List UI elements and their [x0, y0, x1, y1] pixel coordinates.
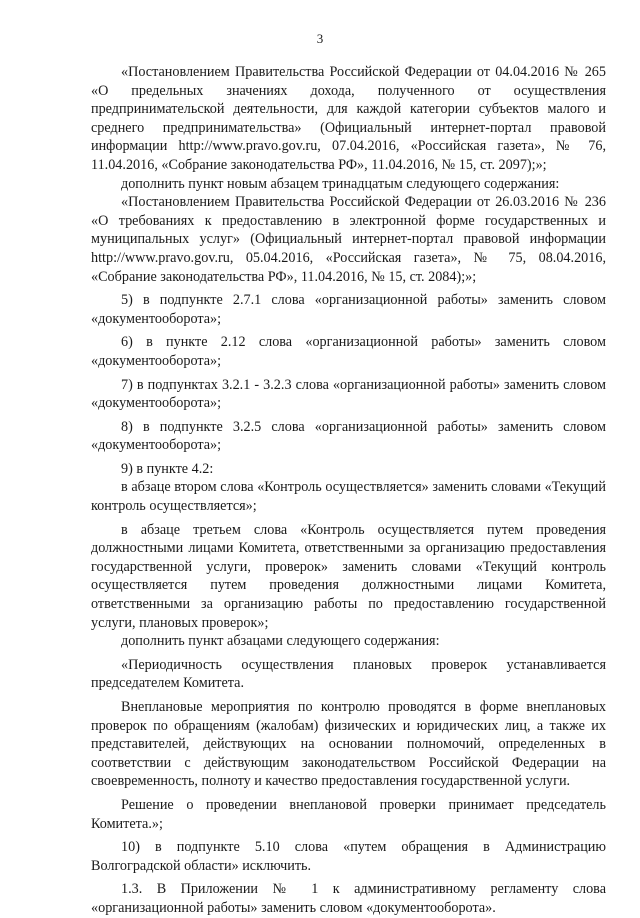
paragraph-16-item-1-3: 1.3. В Приложении № 1 к административному регламенту слова «организационной работы» заменить словом «документооборота».	[91, 881, 606, 916]
paragraph-5-item-6: 6) в пункте 2.12 слова «организационной работы» заменить словом «документооборота»;	[91, 334, 606, 369]
paragraph-3-decree-236: «Постановлением Правительства Российской Федерации от 26.03.2016 № 236 «О требованиях к предоставлению в электронной форме государственных и муниципальных услуг» (Официальный интернет-портал правовой информации http://www.pravo.gov.ru, 05.04.2016, «Российская газета», № 75, 08.04.2016, «Собрание законодательства РФ», 11.04.2016, № 15, ст. 2084);»;	[91, 194, 606, 285]
paragraph-1-decree-265: «Постановлением Правительства Российской Федерации от 04.04.2016 № 265 «О предельных значениях дохода, полученного от осуществления предпринимательской деятельности, для каждой категории субъектов малого и среднего предпринимательства» (Официальный интернет-портал правовой информации http://www.pravo.gov.ru, 07.04.2016, «Российская газета», № 76, 11.04.2016, «Собрание законодательства РФ», 11.04.2016, № 15, ст. 2097);»;	[91, 64, 606, 173]
paragraph-14-decision: Решение о проведении внеплановой проверки принимает председатель Комитета.»;	[91, 796, 606, 832]
paragraph-15-item-10: 10) в подпункте 5.10 слова «путем обращения в Администрацию Волгоградской области» исключить.	[91, 839, 606, 874]
paragraph-9-second-abzats: в абзаце втором слова «Контроль осуществляется» заменить словами «Текущий контроль осуществляется»;	[91, 479, 606, 515]
paragraph-4-item-5: 5) в подпункте 2.7.1 слова «организационной работы» заменить словом «документооборота»;	[91, 292, 606, 327]
paragraph-8-item-9: 9) в пункте 4.2:	[121, 460, 214, 477]
paragraph-7-item-8: 8) в подпункте 3.2.5 слова «организационной работы» заменить словом «документооборота»;	[91, 418, 606, 454]
paragraph-2-add-13th-clause: дополнить пункт новым абзацем тринадцатым следующего содержания:	[121, 175, 560, 192]
document-body	[91, 63, 606, 918]
paragraph-11-add-abzats: дополнить пункт абзацами следующего содержания:	[121, 633, 440, 650]
paragraph-6-item-7: 7) в подпунктах 3.2.1 - 3.2.3 слова «организационной работы» заменить словом «документооборота»;	[91, 376, 606, 412]
paragraph-12-periodicity: «Периодичность осуществления плановых проверок устанавливается председателем Комитета.	[91, 656, 606, 692]
page-number: 3	[316, 31, 324, 46]
paragraph-13-unscheduled-checks: Внеплановые мероприятия по контролю проводятся в форме внеплановых проверок по обращениям (жалобам) физических и юридических лиц, а также их представителей, действующих на основании полномочий, определенных в соответствии с действующим законодательством Российской Федерации на своевременность, полноту и качество предоставления государственной услуги.	[91, 699, 606, 790]
paragraph-10-third-abzats: в абзаце третьем слова «Контроль осуществляется путем проведения должностными лицами Комитета, ответственными за организацию предоставления государственной услуги, проверок» заменить словами «Текущий контроль осуществляется путем проведения должностными лицами Комитета, ответственными за организацию работы по предоставлению государственной услуги, плановых проверок»;	[91, 521, 606, 631]
